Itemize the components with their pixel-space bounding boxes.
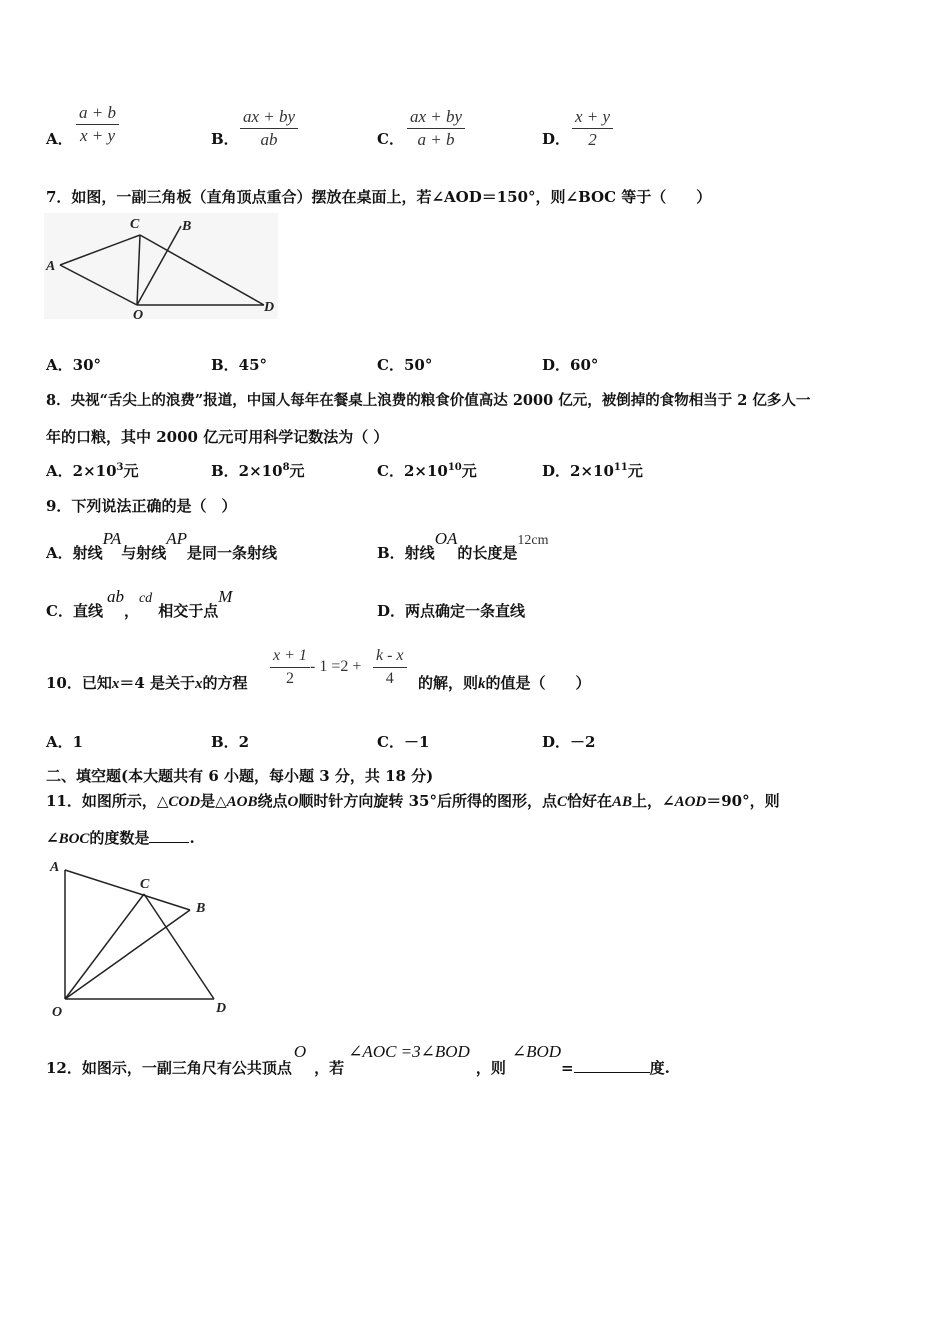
variable-x: x [111, 676, 120, 692]
triangle-aob: AOB [226, 794, 258, 810]
q10-fraction-2 [373, 645, 407, 690]
numerator: x + 1 [270, 645, 310, 668]
q10-option-c: C．－1 [377, 733, 430, 751]
exponent: 11 [613, 462, 628, 473]
ray-pa: PA [102, 529, 122, 548]
point-c: C [556, 794, 567, 810]
point-label-a: A [50, 860, 60, 875]
q6-option-b-fraction [240, 106, 298, 151]
q8-option-a [46, 460, 139, 481]
numerator: x + y [572, 106, 613, 129]
text: 的值是（ ） [485, 674, 591, 692]
q10-fraction-1 [270, 645, 310, 690]
q8-text-line1: 8．央视“舌尖上的浪费”报道，中国人每年在餐桌上浪费的粮食价值高达 2000 亿元，被倒掉的食物相当于 2 亿多人一 [46, 392, 811, 409]
text: ，若 [314, 1059, 345, 1077]
q9-option-b [377, 530, 548, 564]
segment-ob [65, 910, 190, 999]
q10-suffix [418, 672, 591, 693]
text: 的度数是 [89, 829, 150, 847]
point-label-b: B [196, 901, 206, 916]
option-text: A．2×10 [46, 462, 117, 480]
point-label-a: A [46, 259, 56, 274]
q7-figure [44, 213, 278, 323]
q10-option-b: B．2 [211, 733, 250, 751]
option-text: 相交于点 [158, 602, 219, 620]
option-text: C．2×10 [377, 462, 448, 480]
answer-blank[interactable] [574, 1072, 650, 1073]
numerator: ax + by [407, 106, 465, 129]
equals-sign: = [561, 1059, 574, 1077]
point-label-c: C [130, 217, 140, 232]
q9-text: 9．下列说法正确的是（ ） [46, 497, 237, 515]
segment-ab: AB [611, 794, 632, 810]
denominator: 2 [285, 670, 294, 687]
q10-operator: - 1 =2 + [310, 658, 362, 675]
unit: 元 [461, 462, 477, 480]
q6-option-c-fraction [407, 106, 465, 151]
point-label-d: D [264, 300, 275, 315]
q8-text-line2: 年的口粮，其中 2000 亿元可用科学记数法为（ ） [46, 428, 389, 446]
point-label-b: B [182, 219, 192, 234]
text: 绕点 [257, 792, 288, 810]
option-text: 是同一条射线 [187, 544, 278, 562]
q9-option-a [46, 530, 277, 564]
exponent: 8 [282, 462, 290, 473]
text: ∠ [46, 829, 59, 847]
angle-equation: ∠AOC =3∠BOD [348, 1042, 470, 1061]
q9-option-c [46, 588, 232, 622]
q7-option-a: A．30° [46, 356, 102, 374]
q8-option-d [542, 460, 643, 481]
q7-option-b: B．45° [211, 356, 268, 374]
unit: 元 [123, 462, 139, 480]
comma: ， [123, 602, 139, 620]
q11-figure [44, 856, 244, 1026]
angle-boc: BOC [58, 831, 90, 847]
exponent: 10 [447, 462, 462, 473]
triangle-cod: COD [168, 794, 201, 810]
numerator: a + b [76, 102, 119, 125]
point-label-o: O [133, 308, 144, 323]
text: . [189, 829, 195, 847]
text: 上，∠ [632, 792, 675, 810]
text: ＝90°，则 [706, 792, 780, 810]
denominator: ab [260, 130, 278, 149]
option-text: D．2×10 [542, 462, 614, 480]
text: 的解，则 [418, 674, 479, 692]
q6-option-c-label: C． [377, 130, 404, 148]
text: 顺时针方向旋转 35°后所得的图形，点 [298, 792, 557, 810]
denominator: x + y [79, 126, 116, 145]
option-text: 的长度是 [457, 544, 518, 562]
point-label-o: O [52, 1005, 63, 1020]
q10-prefix [46, 672, 248, 693]
numerator: ax + by [240, 106, 298, 129]
text: 10．已知 [46, 674, 112, 692]
text: ＝4 是关于 [119, 674, 196, 692]
q7-option-c: C．50° [377, 356, 433, 374]
point-o: O [293, 1042, 307, 1061]
point-label-c: C [140, 877, 150, 892]
option-text: C．直线 [46, 602, 103, 620]
q9-option-d: D．两点确定一条直线 [377, 602, 526, 620]
q10-option-d: D．－2 [542, 733, 596, 751]
variable-k: k [478, 676, 486, 692]
option-text: 与射线 [121, 544, 167, 562]
segment-oc [65, 894, 144, 999]
option-text: B．2×10 [211, 462, 283, 480]
line-ab: ab [106, 587, 124, 606]
q12-text [46, 1043, 670, 1077]
q11-text-line2 [46, 827, 195, 848]
q7-text: 7．如图，一副三角板（直角顶点重合）摆放在桌面上，若∠AOD＝150°，则∠BOC 等于（ ） [46, 188, 712, 206]
exponent: 3 [116, 462, 124, 473]
q6-option-b-label: B． [211, 130, 239, 148]
text: 恰好在 [566, 792, 612, 810]
q8-option-b [211, 460, 305, 481]
text: 的方程 [202, 674, 248, 692]
denominator: a + b [417, 130, 455, 149]
q10-option-a: A．1 [46, 733, 84, 751]
point-o: O [287, 794, 299, 810]
option-text: B．射线 [377, 544, 435, 562]
unit: 元 [627, 462, 643, 480]
text: 是△ [200, 792, 227, 810]
figure-background [44, 213, 278, 319]
length-value: 12cm [517, 533, 549, 548]
angle-aod: AOD [674, 794, 707, 810]
denominator: 2 [588, 130, 597, 149]
q6-option-a-fraction [76, 102, 119, 147]
answer-blank[interactable] [149, 842, 189, 843]
q11-text-line1 [46, 790, 780, 811]
angle-bod: ∠BOD [511, 1042, 562, 1061]
text: ，则 [475, 1059, 506, 1077]
q8-option-c [377, 460, 477, 481]
text: 度. [649, 1059, 670, 1077]
q6-option-d-label: D． [542, 130, 571, 148]
q6-option-a-label: A． [46, 130, 73, 148]
segment-ab [65, 870, 190, 910]
denominator: 4 [385, 670, 394, 687]
ray-ap: AP [166, 529, 188, 548]
line-cd: cd [138, 591, 153, 606]
point-label-d: D [216, 1001, 227, 1016]
variable-x: x [195, 676, 203, 692]
text: 11．如图所示，△ [46, 792, 169, 810]
section-2-title: 二、填空题(本大题共有 6 小题，每小题 3 分，共 18 分) [46, 767, 434, 785]
ray-oa: OA [434, 529, 458, 548]
q7-option-d: D．60° [542, 356, 599, 374]
unit: 元 [289, 462, 305, 480]
option-text: A．射线 [46, 544, 103, 562]
point-m: M [218, 587, 233, 606]
text: 12．如图示，一副三角尺有公共顶点 [46, 1059, 292, 1077]
q6-option-d-fraction [572, 106, 613, 151]
numerator: k - x [373, 645, 407, 668]
